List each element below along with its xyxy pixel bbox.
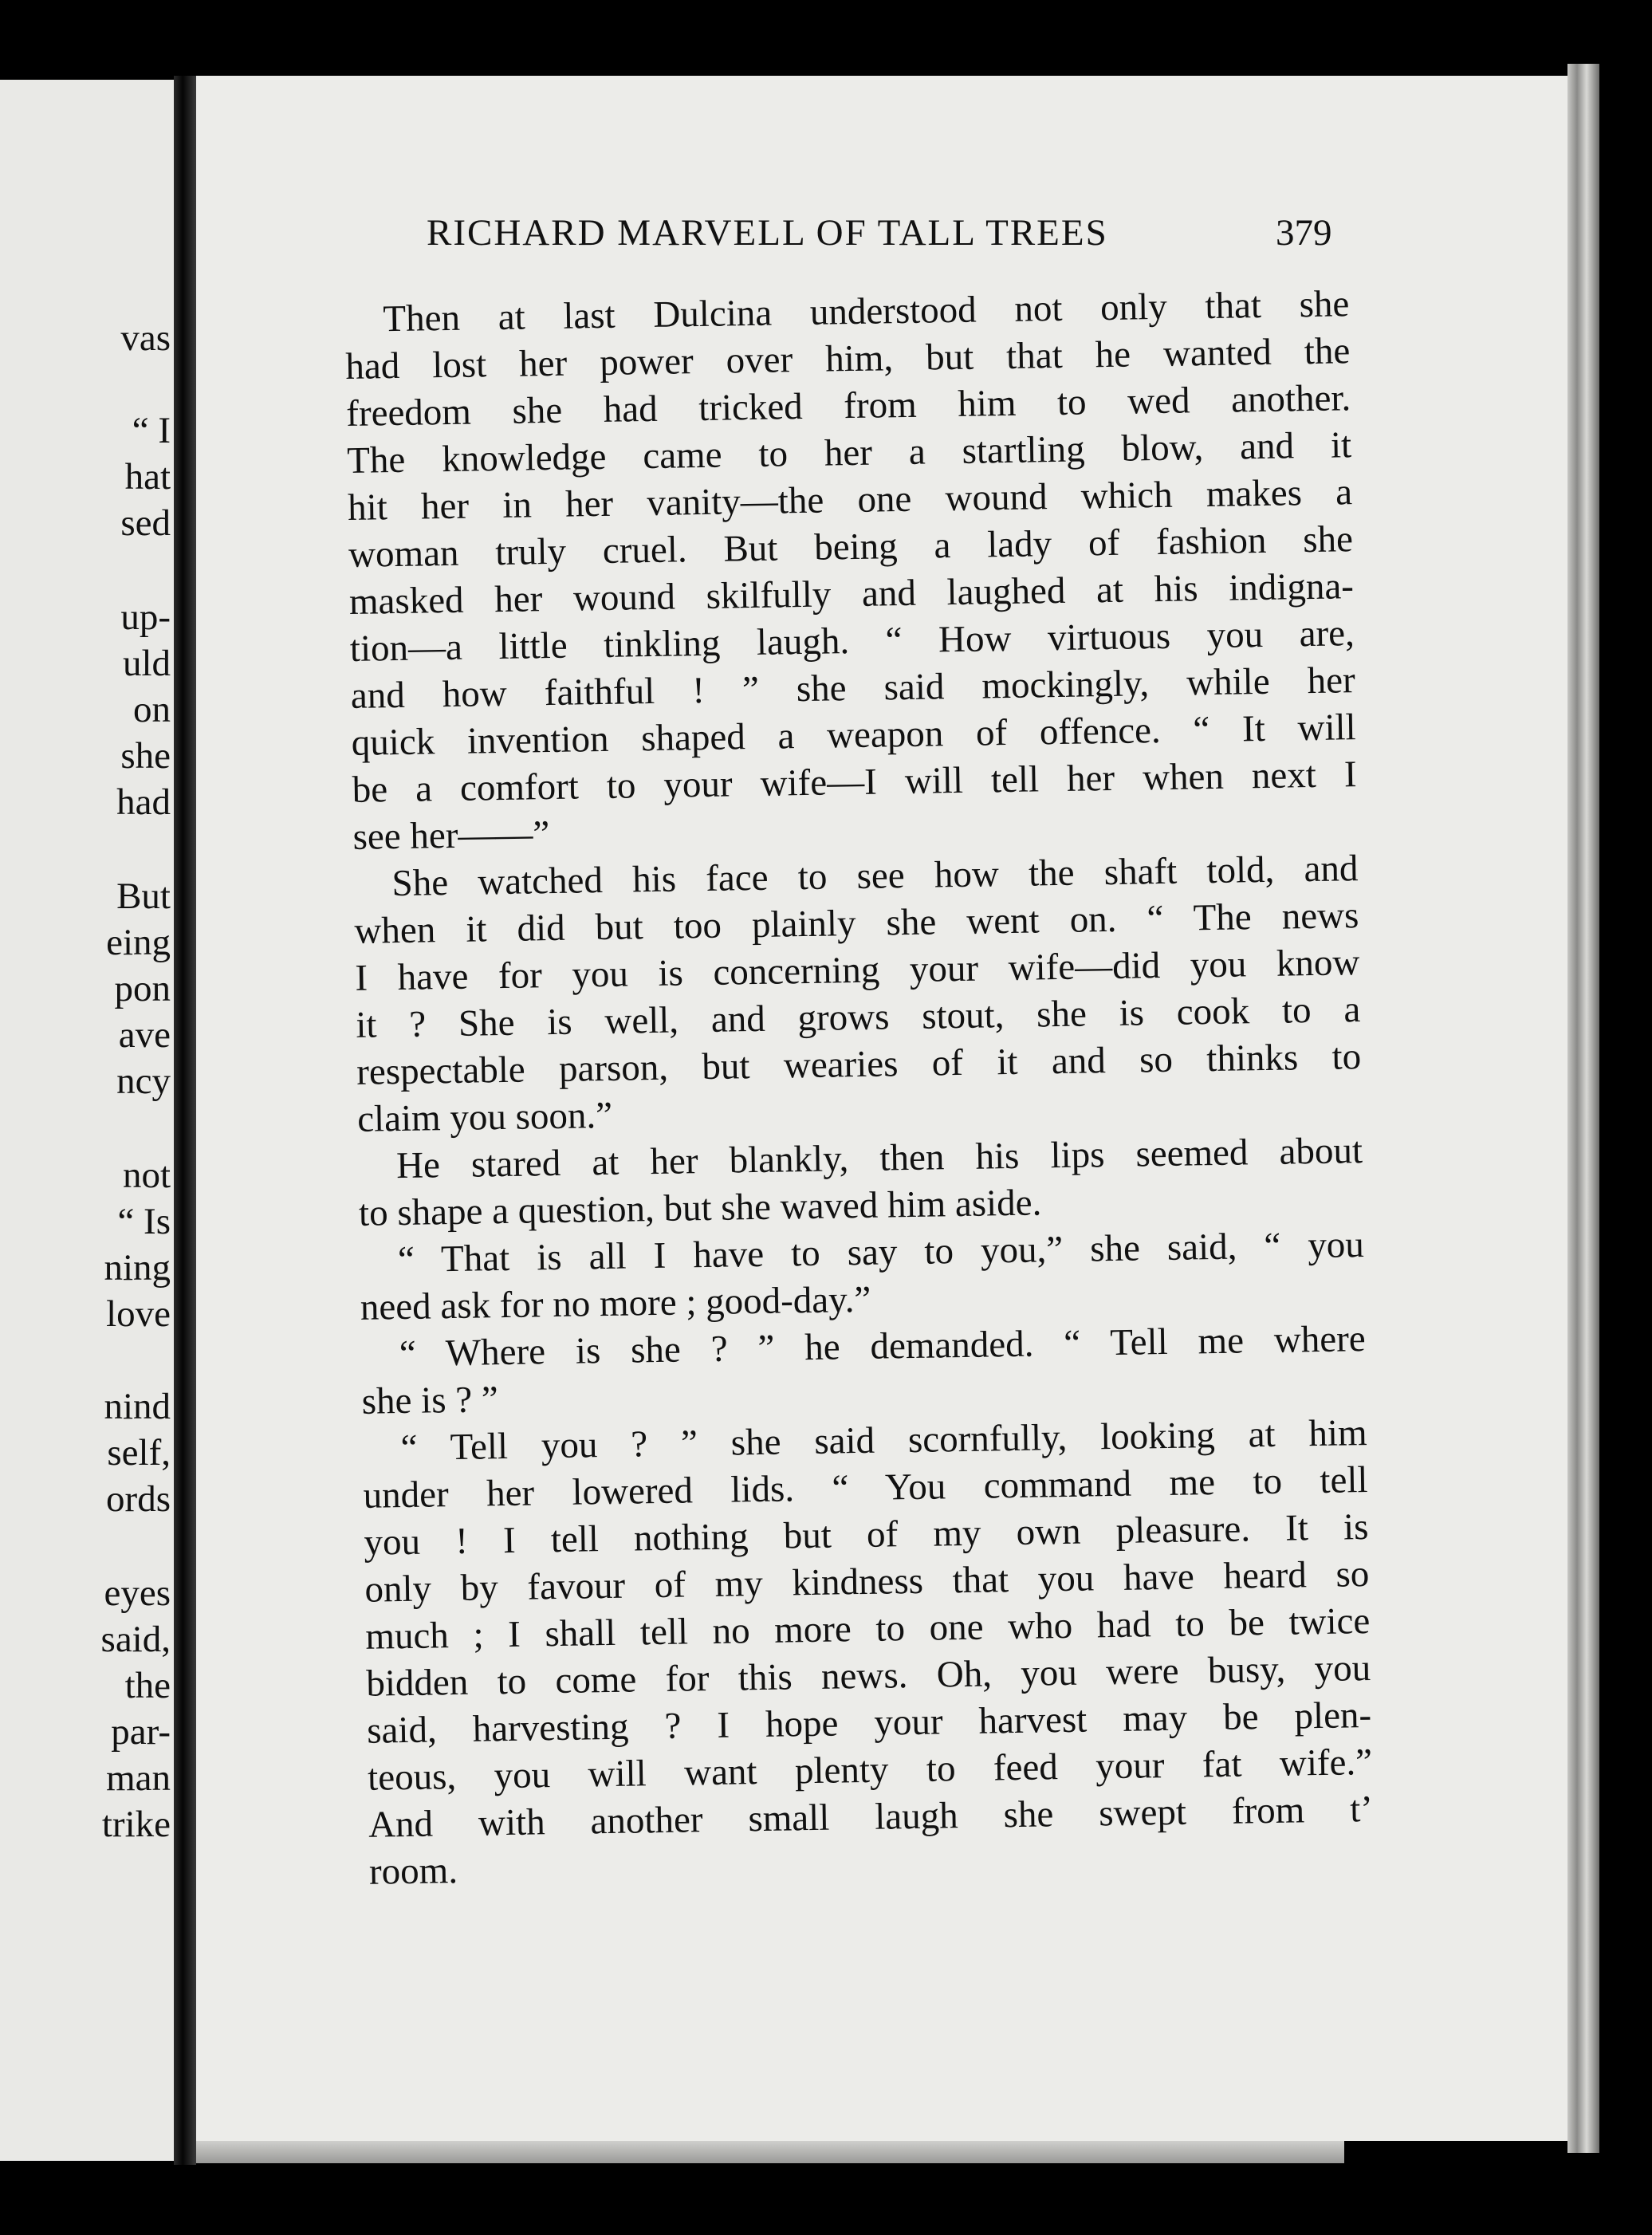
text-line: respectable parson, but wearies of it and so thinks to — [356, 1036, 1362, 1093]
facing-page-fragment: “ I — [132, 410, 171, 451]
text-line: had lost her power over him, but that he wanted the — [344, 330, 1351, 388]
facing-page-fragment: eing — [106, 922, 171, 963]
text-line: I have for you is concerning your wife—did you know — [355, 942, 1360, 999]
text-line: tion—a little tinkling laugh. “ How virtuous you are, — [349, 612, 1355, 670]
text-line: And with another small laugh she swept from t’ — [368, 1788, 1374, 1846]
text-line: hit her in her vanity—the one wound which makes a — [347, 471, 1353, 529]
facing-page-fragment: nind — [104, 1386, 171, 1427]
facing-page-fragment: trike — [101, 1804, 171, 1845]
text-line: when it did but too plainly she went on. “ The news — [354, 895, 1359, 952]
facing-page-fragment: ncy — [116, 1060, 171, 1102]
facing-page-fragment: “ Is — [117, 1201, 171, 1242]
facing-page-fragment: said, — [100, 1619, 171, 1660]
facing-page-fragment: uld — [122, 643, 171, 684]
facing-page-fragment: self, — [107, 1432, 171, 1474]
facing-page-fragment: hat — [124, 456, 171, 498]
text-line: He stared at her blankly, then his lips seemed about — [395, 1130, 1363, 1187]
facing-page-fragment: But — [116, 876, 171, 917]
facing-page-fragment: vas — [120, 317, 171, 359]
facing-page-fragment: up- — [120, 596, 171, 638]
text-line: “ Tell you ? ” she said scornfully, looking at him — [400, 1412, 1367, 1470]
text-line: claim you soon.” — [356, 1094, 613, 1140]
text-line: The knowledge came to her a startling blow, and it — [346, 424, 1352, 482]
text-line: masked her wound skilfully and laughed at his indigna- — [348, 565, 1355, 623]
page-number: 379 — [1276, 212, 1332, 254]
facing-page-fragment: the — [124, 1665, 171, 1706]
page-edge — [1567, 64, 1599, 2153]
text-line: teous, you will want plenty to feed your fat wife.” — [367, 1741, 1373, 1799]
facing-page-fragment: had — [116, 781, 171, 823]
text-line: to shape a question, but she waved him aside. — [358, 1182, 1042, 1234]
facing-page — [0, 80, 177, 2161]
facing-page-fragment: eyes — [104, 1572, 171, 1614]
facing-page-fragment: man — [106, 1757, 171, 1799]
body-text — [344, 281, 1374, 1896]
text-line: woman truly cruel. But being a lady of fashion she — [348, 518, 1354, 576]
text-line: it ? She is well, and grows stout, she is cook to a — [355, 989, 1361, 1046]
text-line: “ That is all I have to say to you,” she said, “ you — [397, 1224, 1365, 1281]
facing-page-fragment: ning — [104, 1247, 171, 1289]
text-line: freedom she had tricked from him to wed another. — [345, 377, 1351, 435]
text-line: under her lowered lids. “ You command me to tell — [363, 1459, 1368, 1517]
text-line: She watched his face to see how the shaft told, and — [391, 848, 1359, 905]
text-line: room. — [368, 1850, 458, 1893]
text-line: “ Where is she ? ” he demanded. “ Tell me where — [399, 1318, 1367, 1375]
facing-page-fragment: love — [106, 1293, 171, 1335]
text-line: bidden to come for this news. Oh, you were busy, you — [365, 1647, 1371, 1705]
text-line: only by favour of my kindness that you have heard so — [364, 1553, 1370, 1611]
text-line: said, harvesting ? I hope your harvest may be plen- — [366, 1694, 1372, 1752]
text-line: much ; I shall tell no more to one who had to be twice — [364, 1600, 1371, 1658]
text-line: and how faithful ! ” she said mockingly, while her — [350, 659, 1356, 717]
text-line: need ask for no more ; good-day.” — [360, 1278, 871, 1328]
facing-page-fragment: she — [120, 735, 171, 777]
book-gutter — [174, 76, 196, 2165]
text-line: she is ? ” — [361, 1379, 499, 1422]
facing-page-fragment: ords — [106, 1478, 171, 1520]
text-line: you ! I tell nothing but of my own pleasure. It is — [364, 1506, 1369, 1564]
facing-page-fragment: not — [122, 1155, 171, 1196]
page-bottom-edge — [196, 2141, 1344, 2163]
text-line: see her——” — [352, 813, 550, 858]
facing-page-fragment: ave — [118, 1014, 171, 1056]
facing-page-fragment: on — [133, 689, 171, 730]
facing-page-fragment: par- — [111, 1711, 171, 1753]
facing-page-fragment: sed — [120, 502, 171, 544]
text-line: be a comfort to your wife—I will tell her when next I — [352, 754, 1357, 811]
running-head: RICHARD MARVELL OF TALL TREES — [427, 212, 1108, 254]
facing-page-fragment: pon — [114, 968, 171, 1009]
text-line: quick invention shaped a weapon of offence. “ It will — [351, 706, 1357, 764]
text-line: Then at last Dulcina understood not only that she — [383, 283, 1350, 340]
